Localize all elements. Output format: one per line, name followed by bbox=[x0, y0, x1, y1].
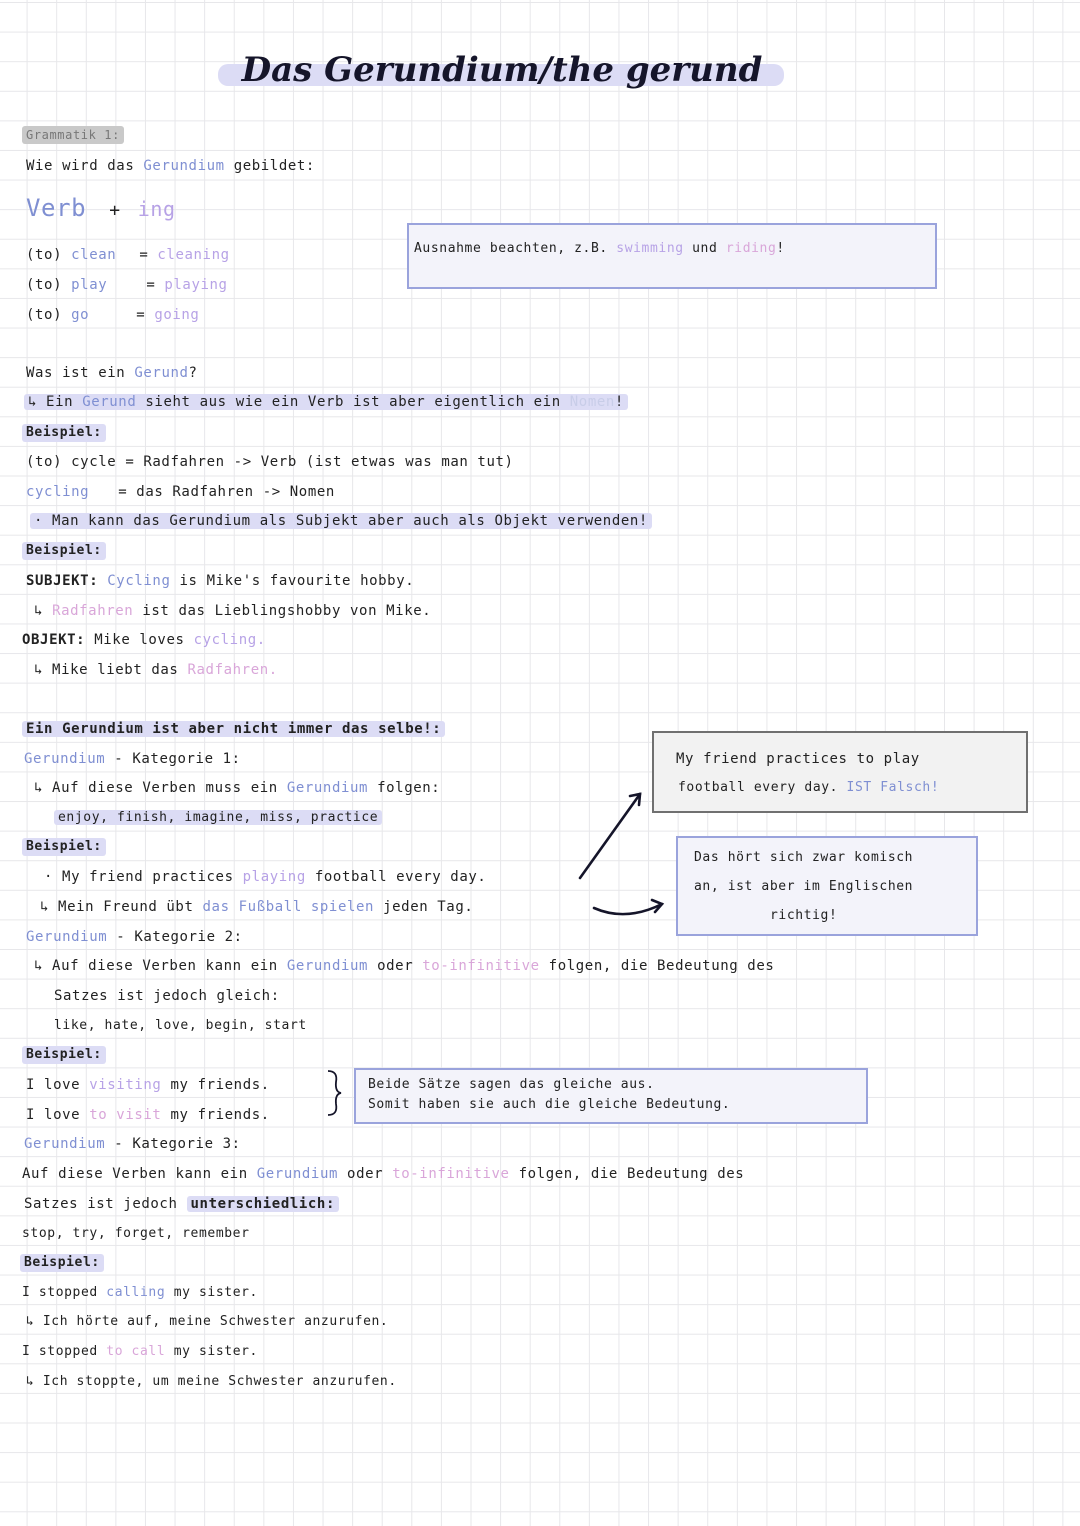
beispiel-label: Beispiel: bbox=[20, 1254, 104, 1272]
brace-icon bbox=[324, 1068, 344, 1118]
category-3-example-2: I stopped to call my sister. bbox=[22, 1344, 258, 1359]
category-3-rule: Auf diese Verben kann ein Gerundium oder to-infinitive folgen, die Bedeutung des bbox=[22, 1166, 745, 1182]
correct-note-line1: Das hört sich zwar komisch bbox=[694, 850, 914, 865]
object-translation: ↳ Mike liebt das Radfahren. bbox=[34, 662, 278, 678]
beispiel-label: Beispiel: bbox=[22, 838, 106, 856]
cycling-line: cycling = das Radfahren -> Nomen bbox=[26, 484, 335, 500]
cycle-line: (to) cycle = Radfahren -> Verb (ist etwas was man tut) bbox=[26, 454, 514, 470]
category-3-translation-1: ↳ Ich hörte auf, meine Schwester anzurufen. bbox=[26, 1314, 389, 1329]
example-play: (to) play = playing bbox=[26, 277, 228, 293]
grammatik-label: Grammatik 1: bbox=[22, 126, 124, 144]
category-3-example-1: I stopped calling my sister. bbox=[22, 1285, 258, 1300]
example-clean: (to) clean = cleaning bbox=[26, 247, 230, 263]
section-heading: Ein Gerundium ist aber nicht immer das selbe!: bbox=[22, 720, 445, 738]
category-2-rule-line2: Satzes ist jedoch gleich: bbox=[54, 988, 280, 1004]
category-1-title: Gerundium - Kategorie 1: bbox=[24, 751, 241, 767]
category-1-translation: ↳ Mein Freund übt das Fußball spielen jeden Tag. bbox=[40, 899, 474, 915]
exception-note: Ausnahme beachten, z.B. swimming und riding! bbox=[414, 241, 785, 256]
category-1-rule: ↳ Auf diese Verben muss ein Gerundium folgen: bbox=[34, 780, 441, 796]
correct-note-line2: an, ist aber im Englischen bbox=[694, 879, 914, 894]
gerund-question: Was ist ein Gerund? bbox=[26, 365, 198, 381]
category-2-rule: ↳ Auf diese Verben kann ein Gerundium oder to-infinitive folgen, die Bedeutung des bbox=[34, 958, 775, 974]
gerund-answer: ↳ Ein Gerund sieht aus wie ein Verb ist aber eigentlich ein Nomen! bbox=[24, 393, 628, 411]
wrong-example-line2: football every day. IST Falsch! bbox=[678, 780, 940, 795]
beispiel-label: Beispiel: bbox=[22, 542, 106, 560]
arrow-up-right-icon bbox=[576, 788, 646, 883]
category-1-example: · My friend practices playing football every day. bbox=[44, 869, 487, 885]
beispiel-label: Beispiel: bbox=[22, 1046, 106, 1064]
page-title: Das Gerundium/the gerund bbox=[241, 50, 763, 90]
arrow-right-icon bbox=[590, 896, 670, 922]
category-3-verbs: stop, try, forget, remember bbox=[22, 1226, 250, 1241]
category-2-example-2: I love to visit my friends. bbox=[26, 1107, 270, 1123]
same-meaning-line2: Somit haben sie auch die gleiche Bedeutung. bbox=[368, 1097, 731, 1112]
category-3-translation-2: ↳ Ich stoppte, um meine Schwester anzurufen. bbox=[26, 1374, 397, 1389]
formation-formula: Verb + ing bbox=[26, 194, 176, 222]
wrong-example-box bbox=[652, 731, 1028, 813]
beispiel-label: Beispiel: bbox=[22, 424, 106, 442]
subject-example: SUBJEKT: Cycling is Mike's favourite hobby. bbox=[26, 573, 415, 589]
subject-object-note: · Man kann das Gerundium als Subjekt aber auch als Objekt verwenden! bbox=[30, 512, 652, 530]
formation-question: Wie wird das Gerundium gebildet: bbox=[26, 158, 315, 174]
subject-translation: ↳ Radfahren ist das Lieblingshobby von Mike. bbox=[34, 603, 432, 619]
same-meaning-line1: Beide Sätze sagen das gleiche aus. bbox=[368, 1077, 655, 1092]
wrong-example-line1: My friend practices to play bbox=[676, 751, 920, 767]
category-3-rule-line2: Satzes ist jedoch unterschiedlich: bbox=[24, 1195, 339, 1213]
category-2-example-1: I love visiting my friends. bbox=[26, 1077, 270, 1093]
category-3-title: Gerundium - Kategorie 3: bbox=[24, 1136, 241, 1152]
category-1-verbs: enjoy, finish, imagine, miss, practice bbox=[54, 809, 382, 827]
category-2-verbs: like, hate, love, begin, start bbox=[54, 1018, 307, 1033]
object-example: OBJEKT: Mike loves cycling. bbox=[22, 632, 266, 648]
category-2-title: Gerundium - Kategorie 2: bbox=[26, 929, 243, 945]
correct-note-line3: richtig! bbox=[770, 908, 838, 923]
example-go: (to) go = going bbox=[26, 307, 200, 323]
